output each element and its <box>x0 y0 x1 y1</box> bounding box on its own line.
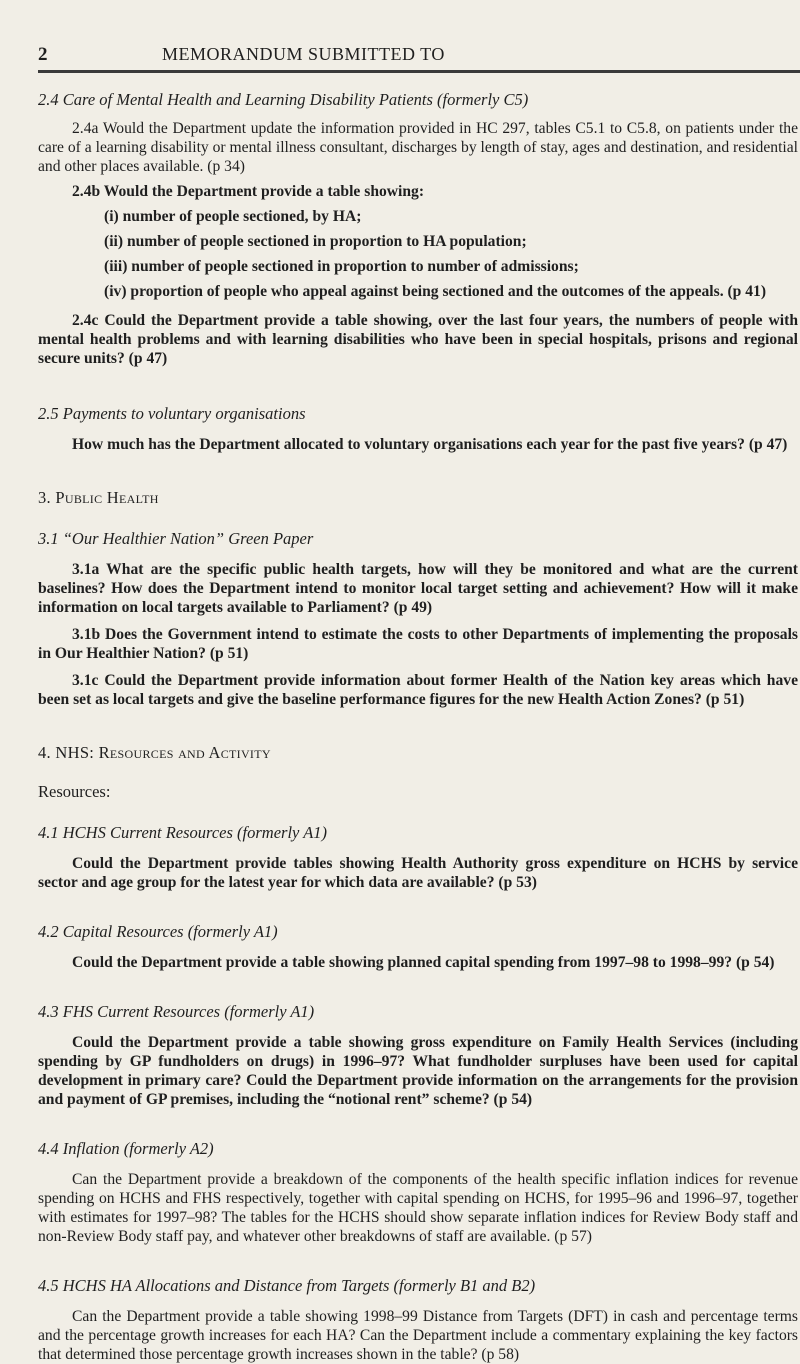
question-2-4b: 2.4b Would the Department provide a table showing: <box>72 183 425 200</box>
list-item: (iv) proportion of people who appeal against being sectioned and the outcomes of the appeals. (p 41) <box>104 283 767 300</box>
document-body <box>38 90 798 1364</box>
section-4-4-heading: 4.4 Inflation (formerly A2) <box>38 1139 214 1158</box>
question-2-4c: 2.4c Could the Department provide a table showing, over the last four years, the numbers of people with mental health problems and with learning disabilities who have been in special hospitals, prisons and regional secure units? (p 47) <box>38 312 798 367</box>
question-3-1c: 3.1c Could the Department provide information about former Health of the Nation key areas which have been set as local targets and give the baseline performance figures for the new Health Action Zones? (p 51) <box>38 672 798 708</box>
section-4-2-heading: 4.2 Capital Resources (formerly A1) <box>38 922 278 941</box>
question-3-1b: 3.1b Does the Government intend to estimate the costs to other Departments of implementing the proposals in Our Healthier Nation? (p 51) <box>38 626 798 662</box>
section-4-1-heading: 4.1 HCHS Current Resources (formerly A1) <box>38 823 328 842</box>
list-item: (i) number of people sectioned, by HA; <box>104 208 362 225</box>
question-2-5: How much has the Department allocated to voluntary organisations each year for the past five years? (p 47) <box>72 436 788 453</box>
section-3-1-heading: 3.1 “Our Healthier Nation” Green Paper <box>38 529 314 548</box>
section-3-heading: 3. Public Health <box>38 488 159 507</box>
page-number: 2 <box>38 44 48 65</box>
running-head: MEMORANDUM SUBMITTED TO <box>162 44 445 64</box>
list-item: (ii) number of people sectioned in proportion to HA population; <box>104 233 527 250</box>
list-item: (iii) number of people sectioned in proportion to number of admissions; <box>104 258 579 275</box>
section-4-5-heading: 4.5 HCHS HA Allocations and Distance from Targets (formerly B1 and B2) <box>38 1276 536 1295</box>
section-2-4-heading: 2.4 Care of Mental Health and Learning Disability Patients (formerly C5) <box>38 90 529 109</box>
question-4-1: Could the Department provide tables showing Health Authority gross expenditure on HCHS by service sector and age group for the latest year for which data are available? (p 53) <box>38 855 798 891</box>
question-4-5: Can the Department provide a table showing 1998–99 Distance from Targets (DFT) in cash and percentage terms and the percentage growth increases for each HA? Can the Department include a commentary explaining the key factors that determined those percentage growth increases shown in the table? (p 58) <box>38 1308 798 1363</box>
question-4-2: Could the Department provide a table showing planned capital spending from 1997–98 to 1998–99? (p 54) <box>72 954 775 971</box>
section-4-3-heading: 4.3 FHS Current Resources (formerly A1) <box>38 1002 315 1021</box>
page-header <box>0 44 800 72</box>
section-4-heading: 4. NHS: Resources and Activity <box>38 743 271 762</box>
header-rule <box>38 70 800 73</box>
resources-label: Resources: <box>38 782 111 801</box>
section-2-5-heading: 2.5 Payments to voluntary organisations <box>38 404 306 423</box>
question-4-4: Can the Department provide a breakdown of the components of the health specific inflation indices for revenue spending on HCHS and FHS respectively, together with capital spending on HCHS, for 1995–96 and 1996–97, together with estimates for 1997–98? The tables for the HCHS should show separate inflation indices for Review Body staff and non-Review Body staff pay, and whatever other breakdowns of staff are available. (p 57) <box>38 1171 798 1245</box>
question-3-1a: 3.1a What are the specific public health targets, how will they be monitored and what are the current baselines? How does the Department intend to monitor local target setting and achievement? How will it make information on local targets available to Parliament? (p 49) <box>38 561 798 616</box>
question-2-4a: 2.4a Would the Department update the information provided in HC 297, tables C5.1 to C5.8, on patients under the care of a learning disability or mental illness consultant, discharges by length of stay, ages and destination, and residential and other places available. (p 34) <box>38 120 798 175</box>
question-4-3: Could the Department provide a table showing gross expenditure on Family Health Services (including spending by GP fundholders on drugs) in 1996–97? What fundholder surpluses have been used for capital development in primary care? Could the Department provide information on the arrangements for the provision and payment of GP premises, including the “notional rent” scheme? (p 54) <box>38 1034 798 1108</box>
